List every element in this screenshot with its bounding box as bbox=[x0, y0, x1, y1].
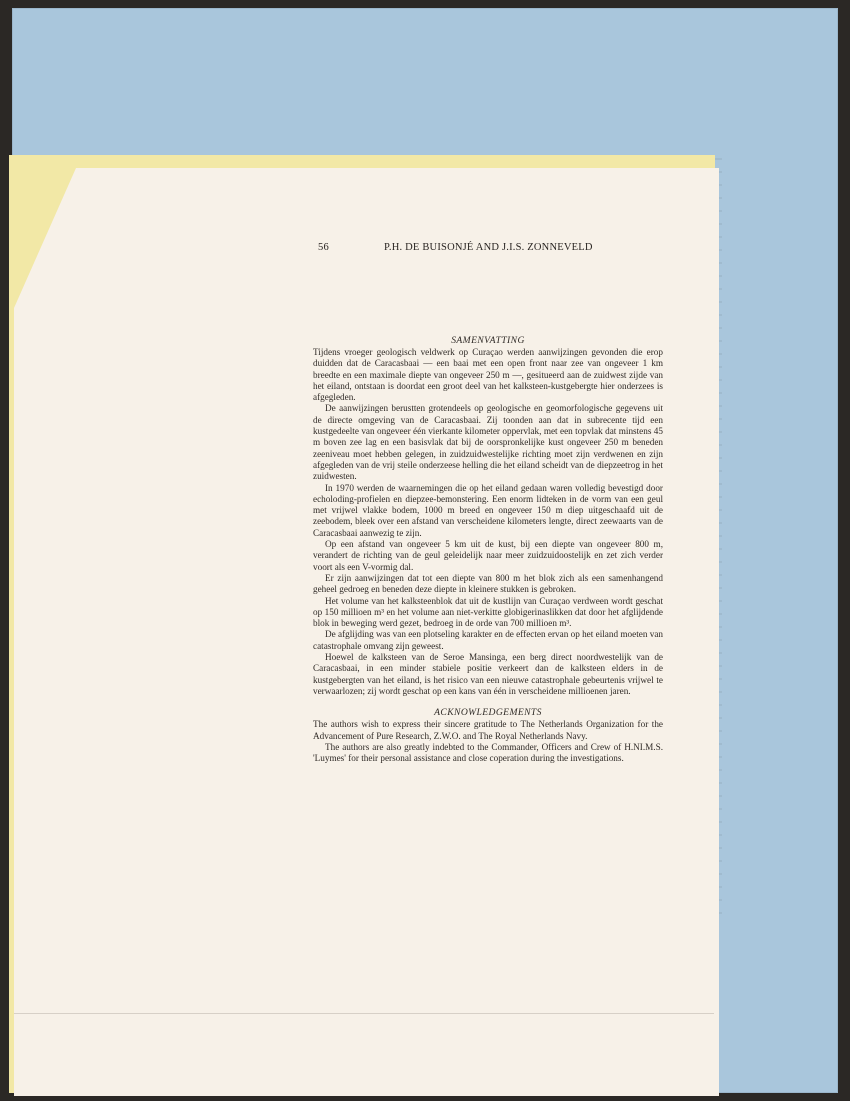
samenvatting-paragraph: Hoewel de kalksteen van de Seroe Mansinga, een berg direct noordwestelijk van de Caracasbaai, in een minder stabiele positie verkeert dan de kalksteen elders in de kustgebergten van het eiland, is het risico van een nieuwe catastrophale gebeurtenis vrijwel te verwaarlozen; zij wordt geschat op een kans van één in verscheidene millioenen jaren. bbox=[313, 652, 663, 696]
samenvatting-paragraph: De afglijding was van een plotseling karakter en de effecten ervan op het eiland moeten van catastrophale omvang zijn geweest. bbox=[313, 629, 663, 651]
running-title: P.H. DE BUISONJÉ AND J.I.S. ZONNEVELD bbox=[384, 242, 593, 253]
samenvatting-paragraph: Op een afstand van ongeveer 5 km uit de kust, bij een diepte van ongeveer 800 m, verandert de richting van de geul geleidelijk naar meer zuidzuidoostelijk en zet zich verder voort als een V-vormig dal. bbox=[313, 539, 663, 572]
samenvatting-paragraph: In 1970 werden de waarnemingen die op het eiland gedaan waren volledig bevestigd door echoloding-profielen en diepzee-bemonstering. Een enorm lidteken in de vorm van een geul met vrijwel vlakke bodem, 1000 m breed en ongeveer 150 m diep uitgeschaafd uit de zeebodem, bleek over een afstand van verscheidene kilometers lengte, direct zeewaarts van de Caracasbaai aanwezig te zijn. bbox=[313, 482, 663, 538]
fold-line bbox=[14, 1013, 714, 1014]
page-number: 56 bbox=[318, 242, 329, 253]
samenvatting-paragraph: De aanwijzingen berustten grotendeels op geologische en geomorfologische gegevens uit de directe omgeving van de Caracasbaai. Zij toonden aan dat in subrecente tijd een kustgedeelte van ongeveer één vierkante kilometer oppervlak, met een topvlak dat minstens 45 m boven zee lag en een basisvlak dat bij de oorspronkelijke kust ongeveer 250 m beneden zeeniveau moet hebben gelegen, in zuidzuidwestelijke richting moet zijn verdwenen en zijn afgegleden van de vrij steile onderzeese helling die het eiland scheidt van de diepzeetrog in het zuidwesten. bbox=[313, 403, 663, 482]
samenvatting-paragraph: Er zijn aanwijzingen dat tot een diepte van 800 m het blok zich als een samenhangend geheel gedroeg en beneden deze diepte in kleinere stukken is gebroken. bbox=[313, 572, 663, 595]
page-content bbox=[313, 335, 663, 764]
acknowledgements-paragraph: The authors are also greatly indebted to the Commander, Officers and Crew of H.NI.M.S. 'Luymes' for their personal assistance and close coperation during the investigations. bbox=[313, 741, 663, 764]
acknowledgements-heading: ACKNOWLEDGEMENTS bbox=[434, 707, 542, 719]
samenvatting-paragraph: Tijdens vroeger geologisch veldwerk op Curaçao werden aanwijzingen gevonden die erop duidden dat de Caracasbaai — een baai met een open front naar zee van ongeveer 1 km breedte en een maximale diepte van ongeveer 250 m —, gesitueerd aan de zuidwest zijde van het eiland, ontstaan is doordat een groot deel van het kalksteen-kustgebergte hier onderzees is afgegleden. bbox=[313, 347, 663, 403]
samenvatting-heading: SAMENVATTING bbox=[451, 335, 525, 346]
samenvatting-paragraph: Het volume van het kalksteenblok dat uit de kustlijn van Curaçao verdween wordt geschat op 150 millioen m³ en het volume aan niet-verkitte globigerinaslikken dat door het afglijdende blok in beweging werd gezet, bedroeg in de orde van 700 millioen m³. bbox=[313, 595, 663, 629]
acknowledgements-paragraph: The authors wish to express their sincere gratitude to The Netherlands Organization for the Advancement of Pure Research, Z.W.O. and The Royal Netherlands Navy. bbox=[313, 719, 663, 741]
